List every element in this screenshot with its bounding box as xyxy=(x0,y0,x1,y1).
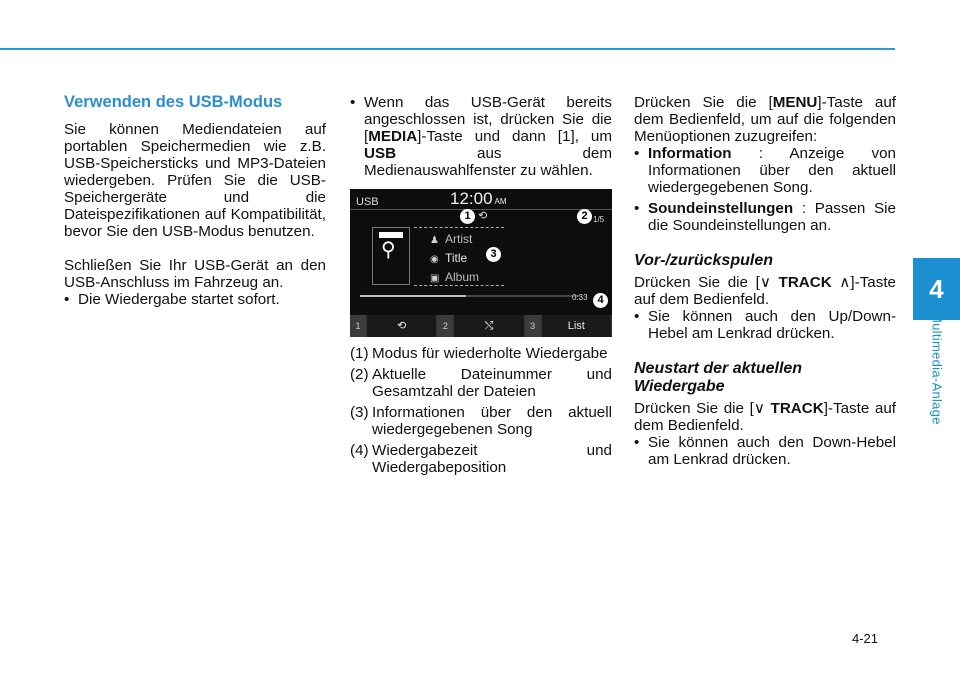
disc-icon: ◉ xyxy=(430,254,439,265)
seek-paragraph: Drücken Sie die [∨ TRACK ∧]-Taste auf dem Bedienfeld. xyxy=(634,274,896,308)
progress-fill xyxy=(360,295,466,297)
media-key: MEDIA xyxy=(368,128,418,145)
marker-3: 3 xyxy=(486,247,501,262)
intro-paragraph: Sie können Mediendateien auf portablen Speichermedien wie z.B. USB-Speichersticks und MP3-Dateien wiedergeben. Prüfen Sie die USB-Speichergeräte und die Dateispezifikationen auf Kompatibilität, bevor Sie den USB-Modus benutzen. xyxy=(64,121,326,240)
header-rule xyxy=(0,48,895,50)
softkey-num: 1 xyxy=(350,315,367,337)
progress-bar xyxy=(360,295,580,297)
marker-1: 1 xyxy=(460,209,475,224)
list-item: • Sie können auch den Up/Down-Hebel am Lenkrad drücken. xyxy=(634,308,896,342)
list-item: (1) Modus für wiederholte Wiedergabe xyxy=(350,345,608,362)
usb-key: USB xyxy=(364,145,397,162)
softkey-num: 3 xyxy=(525,315,542,337)
restart-paragraph: Drücken Sie die [∨ TRACK]-Taste auf dem Bedienfeld. xyxy=(634,400,896,434)
marker-4: 4 xyxy=(593,293,608,308)
list-item: • Wenn das USB-Gerät bereits angeschlossen ist, drücken Sie die [MEDIA]-Taste und dann [1], um USB aus dem Medienauswahlfenster zu wählen. xyxy=(350,94,612,179)
restart-heading: Neustart der aktuellen Wiedergabe xyxy=(634,360,803,395)
repeat-softkey[interactable]: ⟲ xyxy=(367,315,437,337)
repeat-icon: ⟲ xyxy=(478,210,488,222)
page-number: 4-21 xyxy=(852,631,879,646)
album-art xyxy=(372,227,410,285)
list-item: • Sie können auch den Down-Hebel am Lenkrad drücken. xyxy=(634,434,896,468)
column-3 xyxy=(634,94,896,470)
section-heading: Verwenden des USB-Modus xyxy=(64,93,283,111)
list-item: • Die Wiedergabe startet sofort. xyxy=(64,291,326,308)
usb-icon: ⚲ xyxy=(381,239,396,261)
artist-row: ♟ Artist xyxy=(430,231,472,249)
person-icon: ♟ xyxy=(430,235,439,246)
chapter-tab: 4 xyxy=(913,258,960,320)
usb-screen-illustration xyxy=(350,189,612,337)
softkey-bar xyxy=(350,315,612,337)
clock: 12:00 AM xyxy=(450,189,507,208)
elapsed-time: 0:33 xyxy=(572,293,588,302)
seek-heading: Vor-/zurückspulen xyxy=(634,252,773,269)
list-item: (4) Wiedergabezeit und Wiedergabeposition xyxy=(350,442,612,476)
list-item: • Soundeinstellungen : Passen Sie die Soundeinstellungen an. xyxy=(634,200,896,234)
mode-label: USB xyxy=(356,196,379,208)
chapter-title: Multimedia-Anlage xyxy=(929,312,945,425)
usb-connector-icon xyxy=(379,232,403,238)
list-softkey[interactable]: List xyxy=(542,315,612,337)
menu-key: MENU xyxy=(772,94,818,111)
connect-paragraph: Schließen Sie Ihr USB-Gerät an den USB-Anschluss im Fahrzeug an. xyxy=(64,257,326,291)
menu-paragraph: Drücken Sie die [MENU]-Taste auf dem Bedienfeld, um auf die folgenden Menüoptionen zuzugreifen: xyxy=(634,94,896,145)
list-item: (2) Aktuelle Dateinummer und Gesamtzahl der Dateien xyxy=(350,366,612,400)
track-counter: 1/5 xyxy=(593,215,605,224)
album-icon: ▣ xyxy=(430,273,440,284)
shuffle-softkey[interactable]: ⤭ xyxy=(454,315,524,337)
marker-2: 2 xyxy=(577,209,592,224)
list-item: • Information : Anzeige von Informationen über den aktuell wiedergegebenen Song. xyxy=(634,145,896,196)
column-1 xyxy=(64,94,326,310)
album-row: ▣ Album xyxy=(430,269,479,287)
list-item: (3) Informationen über den aktuell wiedergegebenen Song xyxy=(350,404,612,438)
title-row: ◉ Title xyxy=(430,250,467,268)
softkey-num: 2 xyxy=(437,315,454,337)
column-2 xyxy=(350,94,612,480)
